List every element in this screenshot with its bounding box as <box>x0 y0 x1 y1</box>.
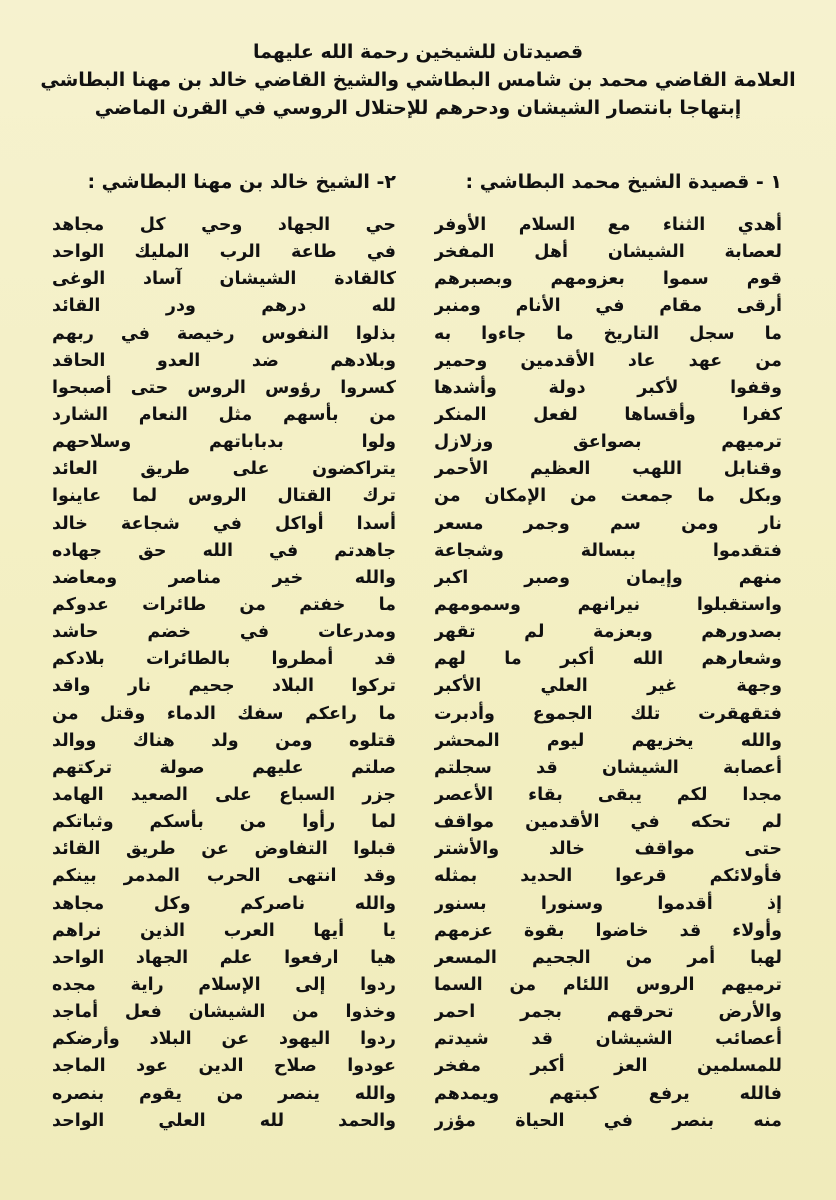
verse-line: والأرض تحرقهم بجمر احمر <box>434 1002 782 1023</box>
verse-line: يا أيها العرب الذين نراهم <box>52 920 396 941</box>
verse-line: وشعارهم الله أكبر ما لهم <box>434 649 782 670</box>
verse-line: فأولائكم قرعوا الحديد بمثله <box>434 866 782 887</box>
verse-line: ومدرعات في خضم حاشد <box>52 622 396 643</box>
verse-line: جاهدتم في الله حق جهاده <box>52 540 396 561</box>
poem-2-title: ٢- الشيخ خالد بن مهنا البطاشي : <box>87 171 396 193</box>
verse-line: فتقدموا ببسالة وشجاعة <box>434 540 782 561</box>
verse-line: قبلوا التفاوض عن طريق القائد <box>52 839 396 860</box>
verse-line: منهم وإيمان وصبر اكبر <box>434 567 782 588</box>
verse-line: وبلادهم ضد العدو الحاقد <box>52 350 396 371</box>
poem-2-column <box>52 168 396 1135</box>
verse-line: عودوا صلاح الدين عود الماجد <box>52 1056 396 1077</box>
verse-line: وقفوا لأكبر دولة وأشدها <box>434 377 782 398</box>
verse-line: في طاعة الرب المليك الواحد <box>52 242 396 263</box>
verse-line: أسدا أواكل في شجاعة خالد <box>52 513 396 534</box>
verse-line: أعصائب الشيشان قد شيدتم <box>434 1029 782 1050</box>
verse-line: إذ أقدموا وسنورا بسنور <box>434 893 782 914</box>
verse-line: نار ومن سم وجمر مسعر <box>434 513 782 534</box>
verse-line: فالله يرفع كبتهم ويمدهم <box>434 1083 782 1104</box>
header-line-3: إبتهاجا بانتصار الشيشان ودحرهم للإحتلال الروسي في القرن الماضي <box>94 97 742 119</box>
verse-line: أرقى مقام في الأنام ومنبر <box>434 296 782 317</box>
verse-line: والله ناصركم وكل مجاهد <box>52 893 396 914</box>
verse-line: لعصابة الشيشان أهل المفخر <box>434 242 782 263</box>
poem-1-verses <box>434 212 782 1135</box>
header-line-1: قصيدتان للشيخين رحمة الله عليهما <box>252 41 584 63</box>
verse-line: من عهد عاد الأقدمين وحمير <box>434 350 782 371</box>
verse-line: حي الجهاد وحي كل مجاهد <box>52 215 396 235</box>
verse-line: أعصابة الشيشان قد سجلتم <box>434 757 782 778</box>
verse-line: تركوا البلاد جحيم نار واقد <box>52 676 396 697</box>
verse-line: بذلوا النفوس رخيصة في ربهم <box>52 323 396 344</box>
verse-line: ولوا بدباباتهم وسلاحهم <box>52 432 396 453</box>
header <box>30 38 806 122</box>
verse-line: يتراكضون على طريق العائد <box>52 459 396 480</box>
poem-2-verses <box>52 212 396 1135</box>
verse-line: هيا ارفعوا علم الجهاد الواحد <box>52 947 396 968</box>
verse-line: ترك القتال الروس لما عاينوا <box>52 486 396 507</box>
verse-line: وقد انتهى الحرب المدمر بينكم <box>52 866 396 887</box>
verse-line: قوم سموا بعزومهم وبصبرهم <box>434 269 782 290</box>
verse-line: واستقبلوا نيرانهم وسمومهم <box>434 594 782 615</box>
verse-line: ما راعكم سفك الدماء وقتل من <box>52 703 396 724</box>
verse-line: والله خير مناصر ومعاضد <box>52 567 396 588</box>
verse-line: ما سجل التاريخ ما جاءوا به <box>434 323 782 344</box>
verse-line: بصدورهم وبعزمة لم تقهر <box>434 622 782 643</box>
verse-line: لهبا أمر من الجحيم المسعر <box>434 947 782 968</box>
verse-line: والله ينصر من يقوم بنصره <box>52 1083 396 1104</box>
verse-line: كفرا وأقساها لفعل المنكر <box>434 404 782 425</box>
verse-line: فتقهقرت تلك الجموع وأدبرت <box>434 703 782 724</box>
verse-line: ردوا اليهود عن البلاد وأرضكم <box>52 1029 396 1050</box>
verse-line: وبكل ما جمعت من الإمكان من <box>434 486 782 507</box>
verse-line: والحمد لله العلي الواحد <box>52 1110 396 1131</box>
verse-line: صلتم عليهم صولة تركتهم <box>52 757 396 778</box>
poem-1-column <box>434 168 782 1135</box>
verse-line: لله درهم ودر القائد <box>52 296 396 317</box>
verse-line: للمسلمين العز أكبر مفخر <box>434 1056 782 1077</box>
verse-line: وجهة غير العلي الأكبر <box>434 676 782 697</box>
verse-line: كالقادة الشيشان آساد الوغى <box>52 269 396 290</box>
verse-line: ترميهم الروس اللئام من السما <box>434 974 782 995</box>
verse-line: أهدي الثناء مع السلام الأوفر <box>434 215 782 235</box>
verse-line: والله يخزيهم ليوم المحشر <box>434 730 782 751</box>
verse-line: وقنابل اللهب العظيم الأحمر <box>434 459 782 480</box>
verse-line: جزر السباع على الصعيد الهامد <box>52 784 396 805</box>
verse-line: مجدا لكم يبقى بقاء الأعصر <box>434 784 782 805</box>
verse-line: من بأسهم مثل النعام الشارد <box>52 404 396 425</box>
verse-line: كسروا رؤوس الروس حتى أصبحوا <box>52 377 396 398</box>
verse-line: منه بنصر في الحياة مؤزر <box>434 1110 782 1131</box>
verse-line: لم تحكه في الأقدمين مواقف <box>434 812 782 833</box>
poem-1-title: ١ - قصيدة الشيخ محمد البطاشي : <box>465 171 782 193</box>
verse-line: لما رأوا من بأسكم وثباتكم <box>52 812 396 833</box>
verse-line: وخذوا من الشيشان فعل أماجد <box>52 1002 396 1023</box>
verse-line: ما خفتم من طائرات عدوكم <box>52 594 396 615</box>
verse-line: ترميهم بصواعق وزلازل <box>434 432 782 453</box>
verse-line: ردوا إلى الإسلام راية مجده <box>52 974 396 995</box>
header-line-2: العلامة القاضي محمد بن شامس البطاشي والشيخ القاضي خالد بن مهنا البطاشي <box>40 69 796 91</box>
verse-line: حتى مواقف خالد والأشتر <box>434 839 782 860</box>
verse-line: قد أمطروا بالطائرات بلادكم <box>52 649 396 670</box>
verse-line: قتلوه ومن ولد هناك ووالد <box>52 730 396 751</box>
verse-line: وأولاء قد خاضوا بقوة عزمهم <box>434 920 782 941</box>
